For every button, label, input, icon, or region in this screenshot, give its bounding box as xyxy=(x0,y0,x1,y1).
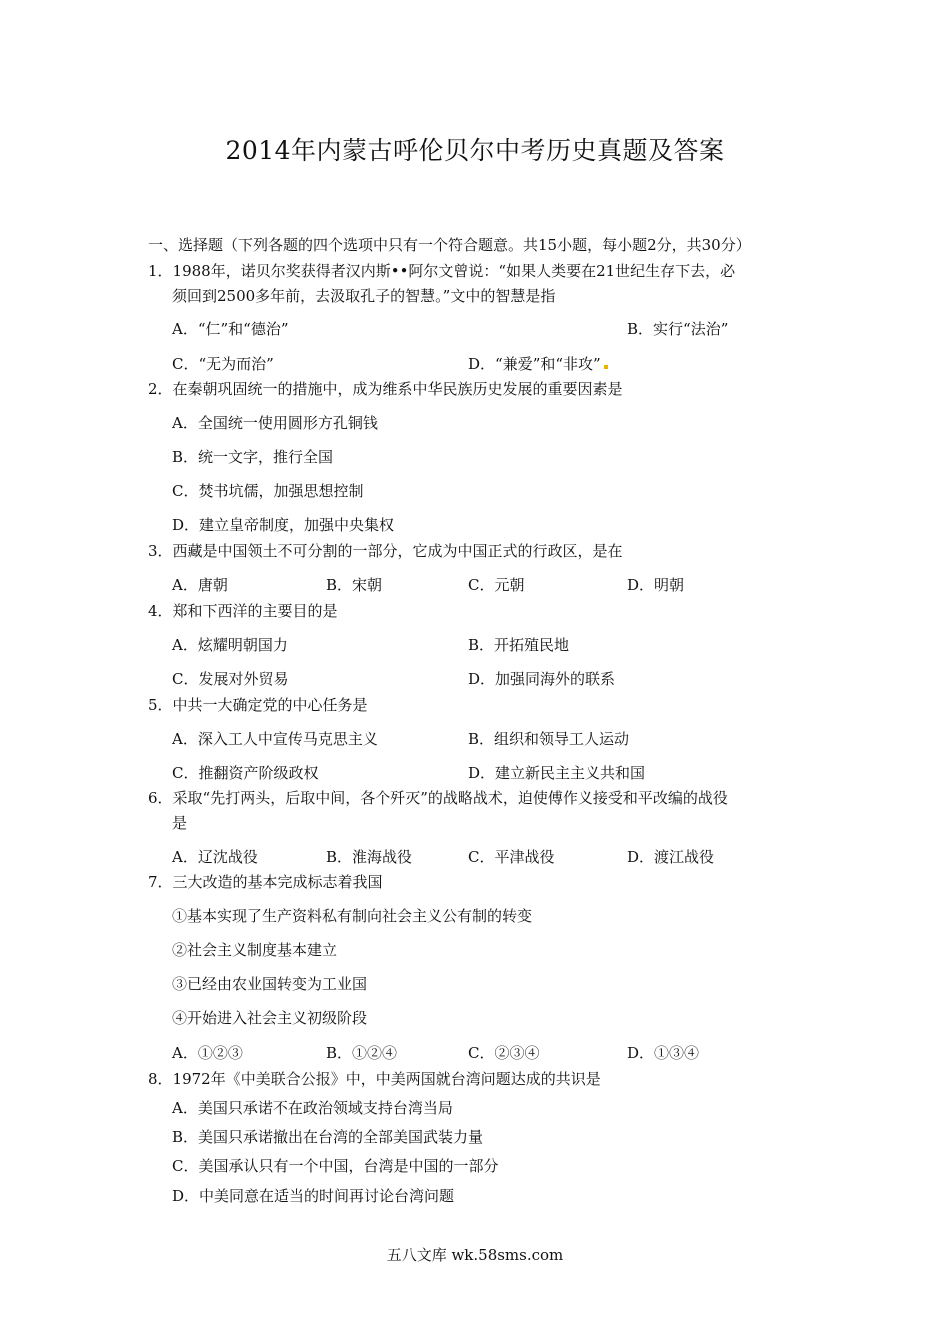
question-3-stem: 3．西藏是中国领土不可分割的一部分，它成为中国正式的行政区，是在 xyxy=(148,542,623,560)
question-6-option-b: B．淮海战役 xyxy=(326,848,413,866)
question-4-option-b: B．开拓殖民地 xyxy=(468,636,570,654)
question-2-option-b: B．统一文字，推行全国 xyxy=(172,448,334,466)
question-4-option-c: C．发展对外贸易 xyxy=(172,670,289,688)
question-3-option-a: A．唐朝 xyxy=(172,576,228,594)
question-6-stem-line-1: 6．采取“先打两头，后取中间，各个歼灭”的战略战术，迫使傅作义接受和平改编的战役 xyxy=(148,789,728,807)
question-1-option-b: B．实行“法治” xyxy=(627,320,729,338)
question-7-option-c: C．②③④ xyxy=(468,1044,540,1062)
question-1-stem-line-2: 须回到2500多年前，去汲取孔子的智慧。”文中的智慧是指 xyxy=(172,287,556,305)
question-2-option-c: C．焚书坑儒，加强思想控制 xyxy=(172,482,364,500)
question-7-stem: 7．三大改造的基本完成标志着我国 xyxy=(148,873,383,891)
question-7-statement-2: ②社会主义制度基本建立 xyxy=(172,941,338,959)
question-4-stem: 4．郑和下西洋的主要目的是 xyxy=(148,602,338,620)
question-8-option-c: C．美国承认只有一个中国，台湾是中国的一部分 xyxy=(172,1157,499,1175)
question-4-option-d: D．加强同海外的联系 xyxy=(468,670,616,688)
question-7-statement-3: ③已经由农业国转变为工业国 xyxy=(172,975,368,993)
question-7-statement-4: ④开始进入社会主义初级阶段 xyxy=(172,1009,368,1027)
question-6-stem-line-2: 是 xyxy=(172,814,188,832)
question-6-option-d: D．渡江战役 xyxy=(627,848,715,866)
question-1-option-d: D．“兼爱”和“非攻” xyxy=(468,355,601,373)
question-6-option-c: C．平津战役 xyxy=(468,848,555,866)
page-footer: 五八文库 wk.58sms.com xyxy=(386,1246,564,1264)
question-8-stem: 8．1972年《中美联合公报》中，中美两国就台湾问题达成的共识是 xyxy=(148,1070,601,1088)
question-5-stem: 5．中共一大确定党的中心任务是 xyxy=(148,696,368,714)
section-heading: 一、选择题（下列各题的四个选项中只有一个符合题意。共15小题，每小题2分，共30分） xyxy=(148,236,751,254)
question-1-option-c: C．“无为而治” xyxy=(172,355,274,373)
marker-dot-icon xyxy=(604,365,608,369)
question-3-option-c: C．元朝 xyxy=(468,576,525,594)
page-title: 2014年内蒙古呼伦贝尔中考历史真题及答案 xyxy=(225,136,725,165)
question-2-option-a: A．全国统一使用圆形方孔铜钱 xyxy=(172,414,378,432)
question-8-option-b: B．美国只承诺撤出在台湾的全部美国武装力量 xyxy=(172,1128,484,1146)
question-7-option-b: B．①②④ xyxy=(326,1044,398,1062)
question-4-option-a: A．炫耀明朝国力 xyxy=(172,636,288,654)
question-1-option-d-row xyxy=(468,353,608,375)
question-1-stem-line-1: 1．1988年，诺贝尔奖获得者汉内斯••阿尔文曾说：“如果人类要在21世纪生存下去，必 xyxy=(148,262,736,280)
question-7-statement-1: ①基本实现了生产资料私有制向社会主义公有制的转变 xyxy=(172,907,533,925)
question-6-option-a: A．辽沈战役 xyxy=(172,848,258,866)
question-3-option-d: D．明朝 xyxy=(627,576,685,594)
question-8-option-a: A．美国只承诺不在政治领域支持台湾当局 xyxy=(172,1099,453,1117)
question-7-option-a: A．①②③ xyxy=(172,1044,243,1062)
question-8-option-d: D．中美同意在适当的时间再讨论台湾问题 xyxy=(172,1187,455,1205)
question-7-option-d: D．①③④ xyxy=(627,1044,700,1062)
question-5-option-c: C．推翻资产阶级政权 xyxy=(172,764,319,782)
question-2-option-d: D．建立皇帝制度，加强中央集权 xyxy=(172,516,395,534)
question-3-option-b: B．宋朝 xyxy=(326,576,383,594)
question-1-option-a: A．“仁”和“德治” xyxy=(172,320,289,338)
question-2-stem: 2．在秦朝巩固统一的措施中，成为维系中华民族历史发展的重要因素是 xyxy=(148,380,623,398)
question-5-option-b: B．组织和领导工人运动 xyxy=(468,730,630,748)
question-5-option-d: D．建立新民主主义共和国 xyxy=(468,764,646,782)
question-5-option-a: A．深入工人中宣传马克思主义 xyxy=(172,730,378,748)
